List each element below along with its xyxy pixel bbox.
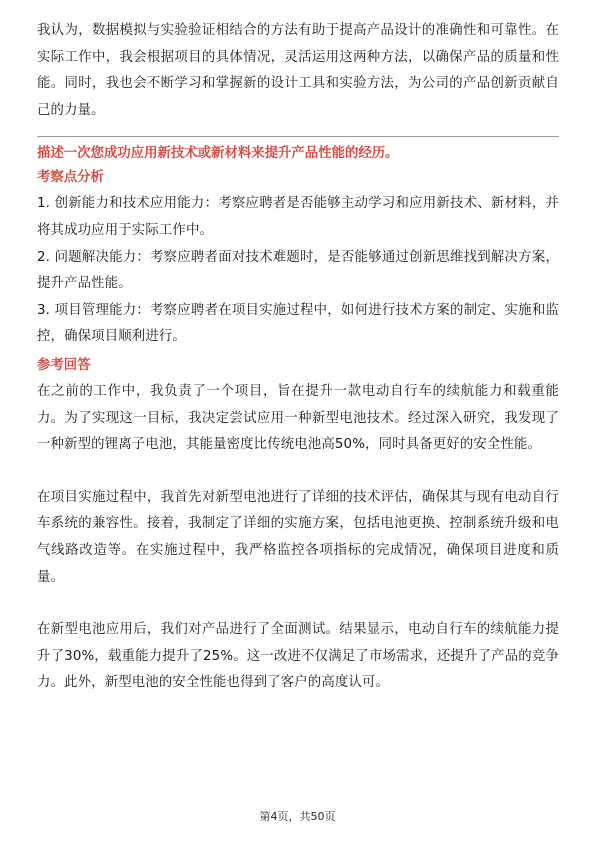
analysis-item-3: 3. 项目管理能力：考察应聘者在项目实施过程中，如何进行技术方案的制定、实施和监控，确保项目顺利进行。	[37, 302, 559, 345]
analysis-item-2: 2. 问题解决能力：考察应聘者面对技术难题时，是否能够通过创新思维找到解决方案，提升产品性能。	[37, 249, 559, 292]
document-page	[37, 18, 559, 697]
spacer	[37, 459, 559, 485]
answer-paragraph-3: 在新型电池应用后，我们对产品进行了全面测试。结果显示，电动自行车的续航能力提升了30%，载重能力提升了25%。这一改进不仅满足了市场需求，还提升了产品的竞争力。此外，新型电池的安全性能也得到了客户的高度认可。	[37, 622, 559, 691]
page-number: 第4页，共50页	[259, 810, 336, 823]
analysis-item-1: 1. 创新能力和技术应用能力：考察应聘者是否能够主动学习和应用新技术、新材料，并将其成功应用于实际工作中。	[37, 196, 559, 238]
intro-paragraph: 我认为，数据模拟与实验验证相结合的方法有助于提高产品设计的准确性和可靠性。在实际工作中，我会根据项目的具体情况，灵活运用这两种方法，以确保产品的质量和性能。同时，我也会不断学习和掌握新的设计工具和实验方法，为公司的产品创新贡献自己的力量。	[37, 23, 559, 118]
section-divider	[37, 136, 559, 137]
analysis-title: 考察点分析	[37, 170, 104, 186]
answer-paragraph-1: 在之前的工作中，我负责了一个项目，旨在提升一款电动自行车的续航能力和载重能力。为了实现这一目标，我决定尝试应用一种新型电池技术。经过深入研究，我发现了一种新型的锂离子电池，其能量密度比传统电池高50%，同时具备更好的安全性能。	[37, 383, 559, 453]
answer-paragraph-2: 在项目实施过程中，我首先对新型电池进行了详细的技术评估，确保其与现有电动自行车系统的兼容性。接着，我制定了详细的实施方案，包括电池更换、控制系统升级和电气线路改造等。在实施过程中，我严格监控各项指标的完成情况，确保项目进度和质量。	[37, 489, 559, 585]
spacer	[37, 591, 559, 617]
interview-question: 描述一次您成功应用新技术或新材料来提升产品性能的经历。	[37, 146, 399, 162]
answer-title: 参考回答	[37, 357, 91, 373]
